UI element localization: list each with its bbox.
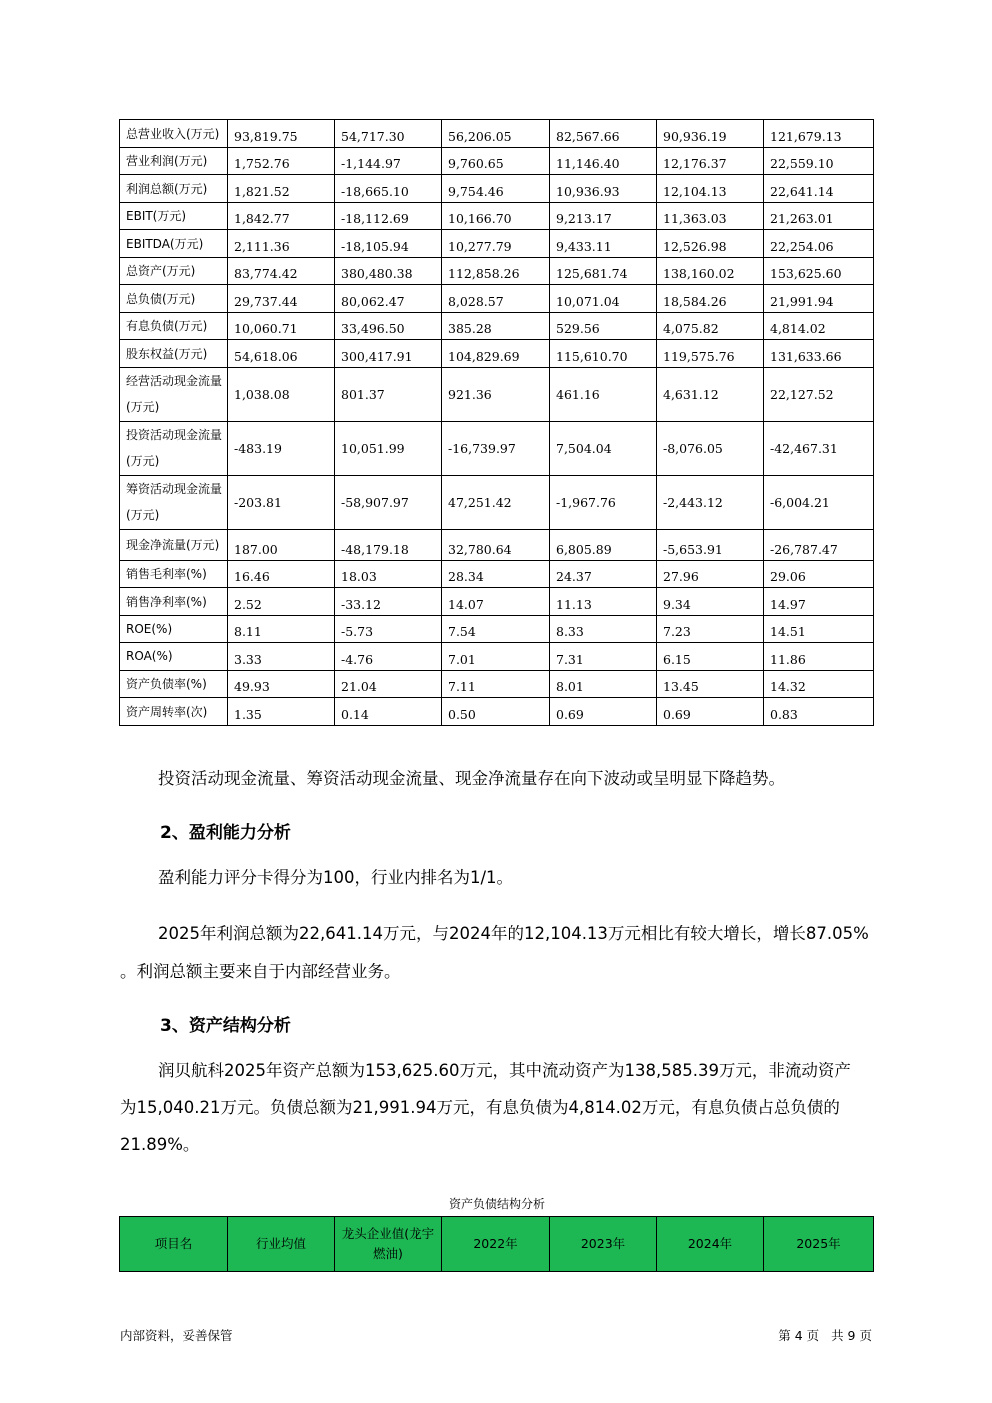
table-row	[120, 421, 874, 475]
row-label: 总负债(万元)	[120, 285, 228, 313]
table-row	[120, 643, 874, 671]
table-cell: 28.34	[442, 560, 550, 588]
table-row	[120, 230, 874, 258]
table-cell: 0.69	[657, 698, 764, 726]
table-cell: 1,038.08	[228, 367, 335, 421]
table-row	[120, 257, 874, 285]
table-cell: 16.46	[228, 560, 335, 588]
table-cell: 7.01	[442, 643, 550, 671]
table-cell: 1,842.77	[228, 202, 335, 230]
table-cell: 12,526.98	[657, 230, 764, 258]
table-cell: -1,144.97	[335, 147, 442, 175]
header-cell: 2025年	[764, 1217, 874, 1272]
table-cell: -58,907.97	[335, 475, 442, 529]
table-cell: -16,739.97	[442, 421, 550, 475]
row-label: 利润总额(万元)	[120, 175, 228, 203]
table-cell: 14.97	[764, 588, 874, 616]
table-cell: 13.45	[657, 670, 764, 698]
table-cell: -5.73	[335, 615, 442, 643]
table-cell: 4,075.82	[657, 312, 764, 340]
row-label: ROA(%)	[120, 643, 228, 671]
table-cell: 9,754.46	[442, 175, 550, 203]
table-cell: 153,625.60	[764, 257, 874, 285]
asset-structure-line2: 为15,040.21万元。负债总额为21,991.94万元，有息负债为4,814.02万元，有息负债占总负债的	[120, 1098, 840, 1117]
header-cell: 龙头企业值(龙宇燃油)	[335, 1217, 442, 1272]
row-label: 销售毛利率(%)	[120, 560, 228, 588]
table-cell: -18,665.10	[335, 175, 442, 203]
table-cell: 0.14	[335, 698, 442, 726]
table-cell: 11,363.03	[657, 202, 764, 230]
table-cell: 112,858.26	[442, 257, 550, 285]
table-cell: 54,717.30	[335, 120, 442, 148]
table-cell: 24.37	[550, 560, 657, 588]
table-cell: 21,263.01	[764, 202, 874, 230]
table-cell: 29,737.44	[228, 285, 335, 313]
table-cell: 0.69	[550, 698, 657, 726]
table-cell: 138,160.02	[657, 257, 764, 285]
table-cell: 10,936.93	[550, 175, 657, 203]
table-cell: 380,480.38	[335, 257, 442, 285]
table-cell: 8.33	[550, 615, 657, 643]
row-label: 总营业收入(万元)	[120, 120, 228, 148]
table-cell: 54,618.06	[228, 340, 335, 368]
asset-structure-line3: 21.89%。	[120, 1135, 200, 1154]
table-cell: 22,127.52	[764, 367, 874, 421]
table-cell: 131,633.66	[764, 340, 874, 368]
profitability-score-text: 盈利能力评分卡得分为100，行业内排名为1/1。	[158, 868, 514, 887]
table-cell: 32,780.64	[442, 529, 550, 560]
table-cell: 22,641.14	[764, 175, 874, 203]
row-label: EBIT(万元)	[120, 202, 228, 230]
table-cell: -6,004.21	[764, 475, 874, 529]
table-cell: 18.03	[335, 560, 442, 588]
table-cell: 11.86	[764, 643, 874, 671]
table-cell: 10,060.71	[228, 312, 335, 340]
table-cell: 2.52	[228, 588, 335, 616]
table-cell: 21.04	[335, 670, 442, 698]
table-cell: 115,610.70	[550, 340, 657, 368]
profit-paragraph-line2: 。利润总额主要来自于内部经营业务。	[120, 962, 401, 981]
table-cell: 1.35	[228, 698, 335, 726]
table-cell: 7.11	[442, 670, 550, 698]
table-cell: 27.96	[657, 560, 764, 588]
table-row	[120, 560, 874, 588]
table-cell: 121,679.13	[764, 120, 874, 148]
table-cell: 1,821.52	[228, 175, 335, 203]
table-cell: -5,653.91	[657, 529, 764, 560]
financial-summary-table	[119, 119, 874, 726]
table-cell: 12,176.37	[657, 147, 764, 175]
row-label: 有息负债(万元)	[120, 312, 228, 340]
table-cell: 187.00	[228, 529, 335, 560]
table-row	[120, 340, 874, 368]
table-cell: 14.07	[442, 588, 550, 616]
row-label: 资产周转率(次)	[120, 698, 228, 726]
row-label: 经营活动现金流量(万元)	[120, 367, 228, 421]
table-cell: 47,251.42	[442, 475, 550, 529]
table-row	[120, 588, 874, 616]
table-cell: 22,254.06	[764, 230, 874, 258]
table-cell: 14.51	[764, 615, 874, 643]
table-cell: 0.83	[764, 698, 874, 726]
asset-structure-line1: 润贝航科2025年资产总额为153,625.60万元，其中流动资产为138,585.39万元，非流动资产	[158, 1061, 851, 1080]
table-cell: 119,575.76	[657, 340, 764, 368]
table-cell: 49.93	[228, 670, 335, 698]
table-cell: -26,787.47	[764, 529, 874, 560]
table-cell: -4.76	[335, 643, 442, 671]
table-cell: 3.33	[228, 643, 335, 671]
table-cell: 80,062.47	[335, 285, 442, 313]
table-cell: 29.06	[764, 560, 874, 588]
table-cell: 801.37	[335, 367, 442, 421]
table-cell: 6.15	[657, 643, 764, 671]
table-cell: 300,417.91	[335, 340, 442, 368]
header-cell: 行业均值	[228, 1217, 335, 1272]
table-cell: -1,967.76	[550, 475, 657, 529]
table-row	[120, 367, 874, 421]
row-label: 现金净流量(万元)	[120, 529, 228, 560]
profit-paragraph-line1: 2025年利润总额为22,641.14万元，与2024年的12,104.13万元相比有较大增长，增长87.05%	[158, 924, 869, 943]
table-cell: 4,631.12	[657, 367, 764, 421]
table-cell: 21,991.94	[764, 285, 874, 313]
table-cell: 125,681.74	[550, 257, 657, 285]
header-cell: 2024年	[657, 1217, 764, 1272]
table-row	[120, 615, 874, 643]
table-cell: 1,752.76	[228, 147, 335, 175]
row-label: 资产负债率(%)	[120, 670, 228, 698]
table-cell: 8,028.57	[442, 285, 550, 313]
table-caption: 资产负债结构分析	[448, 1197, 545, 1211]
table-cell: 461.16	[550, 367, 657, 421]
table-cell: -48,179.18	[335, 529, 442, 560]
section-2-heading: 2、盈利能力分析	[160, 823, 291, 843]
row-label: 销售净利率(%)	[120, 588, 228, 616]
table-cell: 82,567.66	[550, 120, 657, 148]
table-cell: 6,805.89	[550, 529, 657, 560]
table-cell: 10,071.04	[550, 285, 657, 313]
header-cell: 2022年	[442, 1217, 550, 1272]
table-cell: 104,829.69	[442, 340, 550, 368]
table-cell: 385.28	[442, 312, 550, 340]
table-cell: -18,105.94	[335, 230, 442, 258]
table-cell: 14.32	[764, 670, 874, 698]
table-cell: 7.54	[442, 615, 550, 643]
balance-table-header-row	[120, 1217, 874, 1272]
row-label: 总资产(万元)	[120, 257, 228, 285]
table-row	[120, 698, 874, 726]
table-cell: 9.34	[657, 588, 764, 616]
header-cell: 2023年	[550, 1217, 657, 1272]
table-cell: -2,443.12	[657, 475, 764, 529]
row-label: ROE(%)	[120, 615, 228, 643]
table-cell: 56,206.05	[442, 120, 550, 148]
row-label: 筹资活动现金流量(万元)	[120, 475, 228, 529]
trend-paragraph: 投资活动现金流量、筹资活动现金流量、现金净流量存在向下波动或呈明显下降趋势。	[158, 769, 785, 788]
table-row	[120, 175, 874, 203]
table-row	[120, 147, 874, 175]
table-cell: -33.12	[335, 588, 442, 616]
table-cell: 10,166.70	[442, 202, 550, 230]
table-cell: 33,496.50	[335, 312, 442, 340]
table-cell: 9,760.65	[442, 147, 550, 175]
table-cell: 2,111.36	[228, 230, 335, 258]
table-cell: 529.56	[550, 312, 657, 340]
row-label: 投资活动现金流量(万元)	[120, 421, 228, 475]
table-cell: 0.50	[442, 698, 550, 726]
financial-table-body	[120, 120, 874, 726]
footer-confidential: 内部资料，妥善保管	[120, 1328, 233, 1343]
header-cell: 项目名	[120, 1217, 228, 1272]
table-cell: -42,467.31	[764, 421, 874, 475]
table-cell: 22,559.10	[764, 147, 874, 175]
table-cell: 921.36	[442, 367, 550, 421]
table-cell: -203.81	[228, 475, 335, 529]
table-cell: 93,819.75	[228, 120, 335, 148]
table-cell: -18,112.69	[335, 202, 442, 230]
table-row	[120, 475, 874, 529]
table-row	[120, 670, 874, 698]
table-cell: 8.01	[550, 670, 657, 698]
section-3-heading: 3、资产结构分析	[160, 1016, 291, 1036]
table-cell: -483.19	[228, 421, 335, 475]
row-label: 股东权益(万元)	[120, 340, 228, 368]
table-cell: -8,076.05	[657, 421, 764, 475]
table-cell: 7,504.04	[550, 421, 657, 475]
table-cell: 9,433.11	[550, 230, 657, 258]
table-cell: 11.13	[550, 588, 657, 616]
row-label: 营业利润(万元)	[120, 147, 228, 175]
table-cell: 7.23	[657, 615, 764, 643]
table-cell: 8.11	[228, 615, 335, 643]
table-cell: 10,051.99	[335, 421, 442, 475]
footer-page-number: 第 4 页 共 9 页	[778, 1328, 872, 1343]
balance-structure-table	[119, 1216, 874, 1272]
table-cell: 83,774.42	[228, 257, 335, 285]
table-row	[120, 202, 874, 230]
table-cell: 10,277.79	[442, 230, 550, 258]
table-row	[120, 120, 874, 148]
table-cell: 9,213.17	[550, 202, 657, 230]
table-row	[120, 285, 874, 313]
row-label: EBITDA(万元)	[120, 230, 228, 258]
table-cell: 11,146.40	[550, 147, 657, 175]
table-cell: 7.31	[550, 643, 657, 671]
table-row	[120, 312, 874, 340]
table-cell: 18,584.26	[657, 285, 764, 313]
table-cell: 90,936.19	[657, 120, 764, 148]
table-cell: 12,104.13	[657, 175, 764, 203]
table-row	[120, 529, 874, 560]
table-cell: 4,814.02	[764, 312, 874, 340]
